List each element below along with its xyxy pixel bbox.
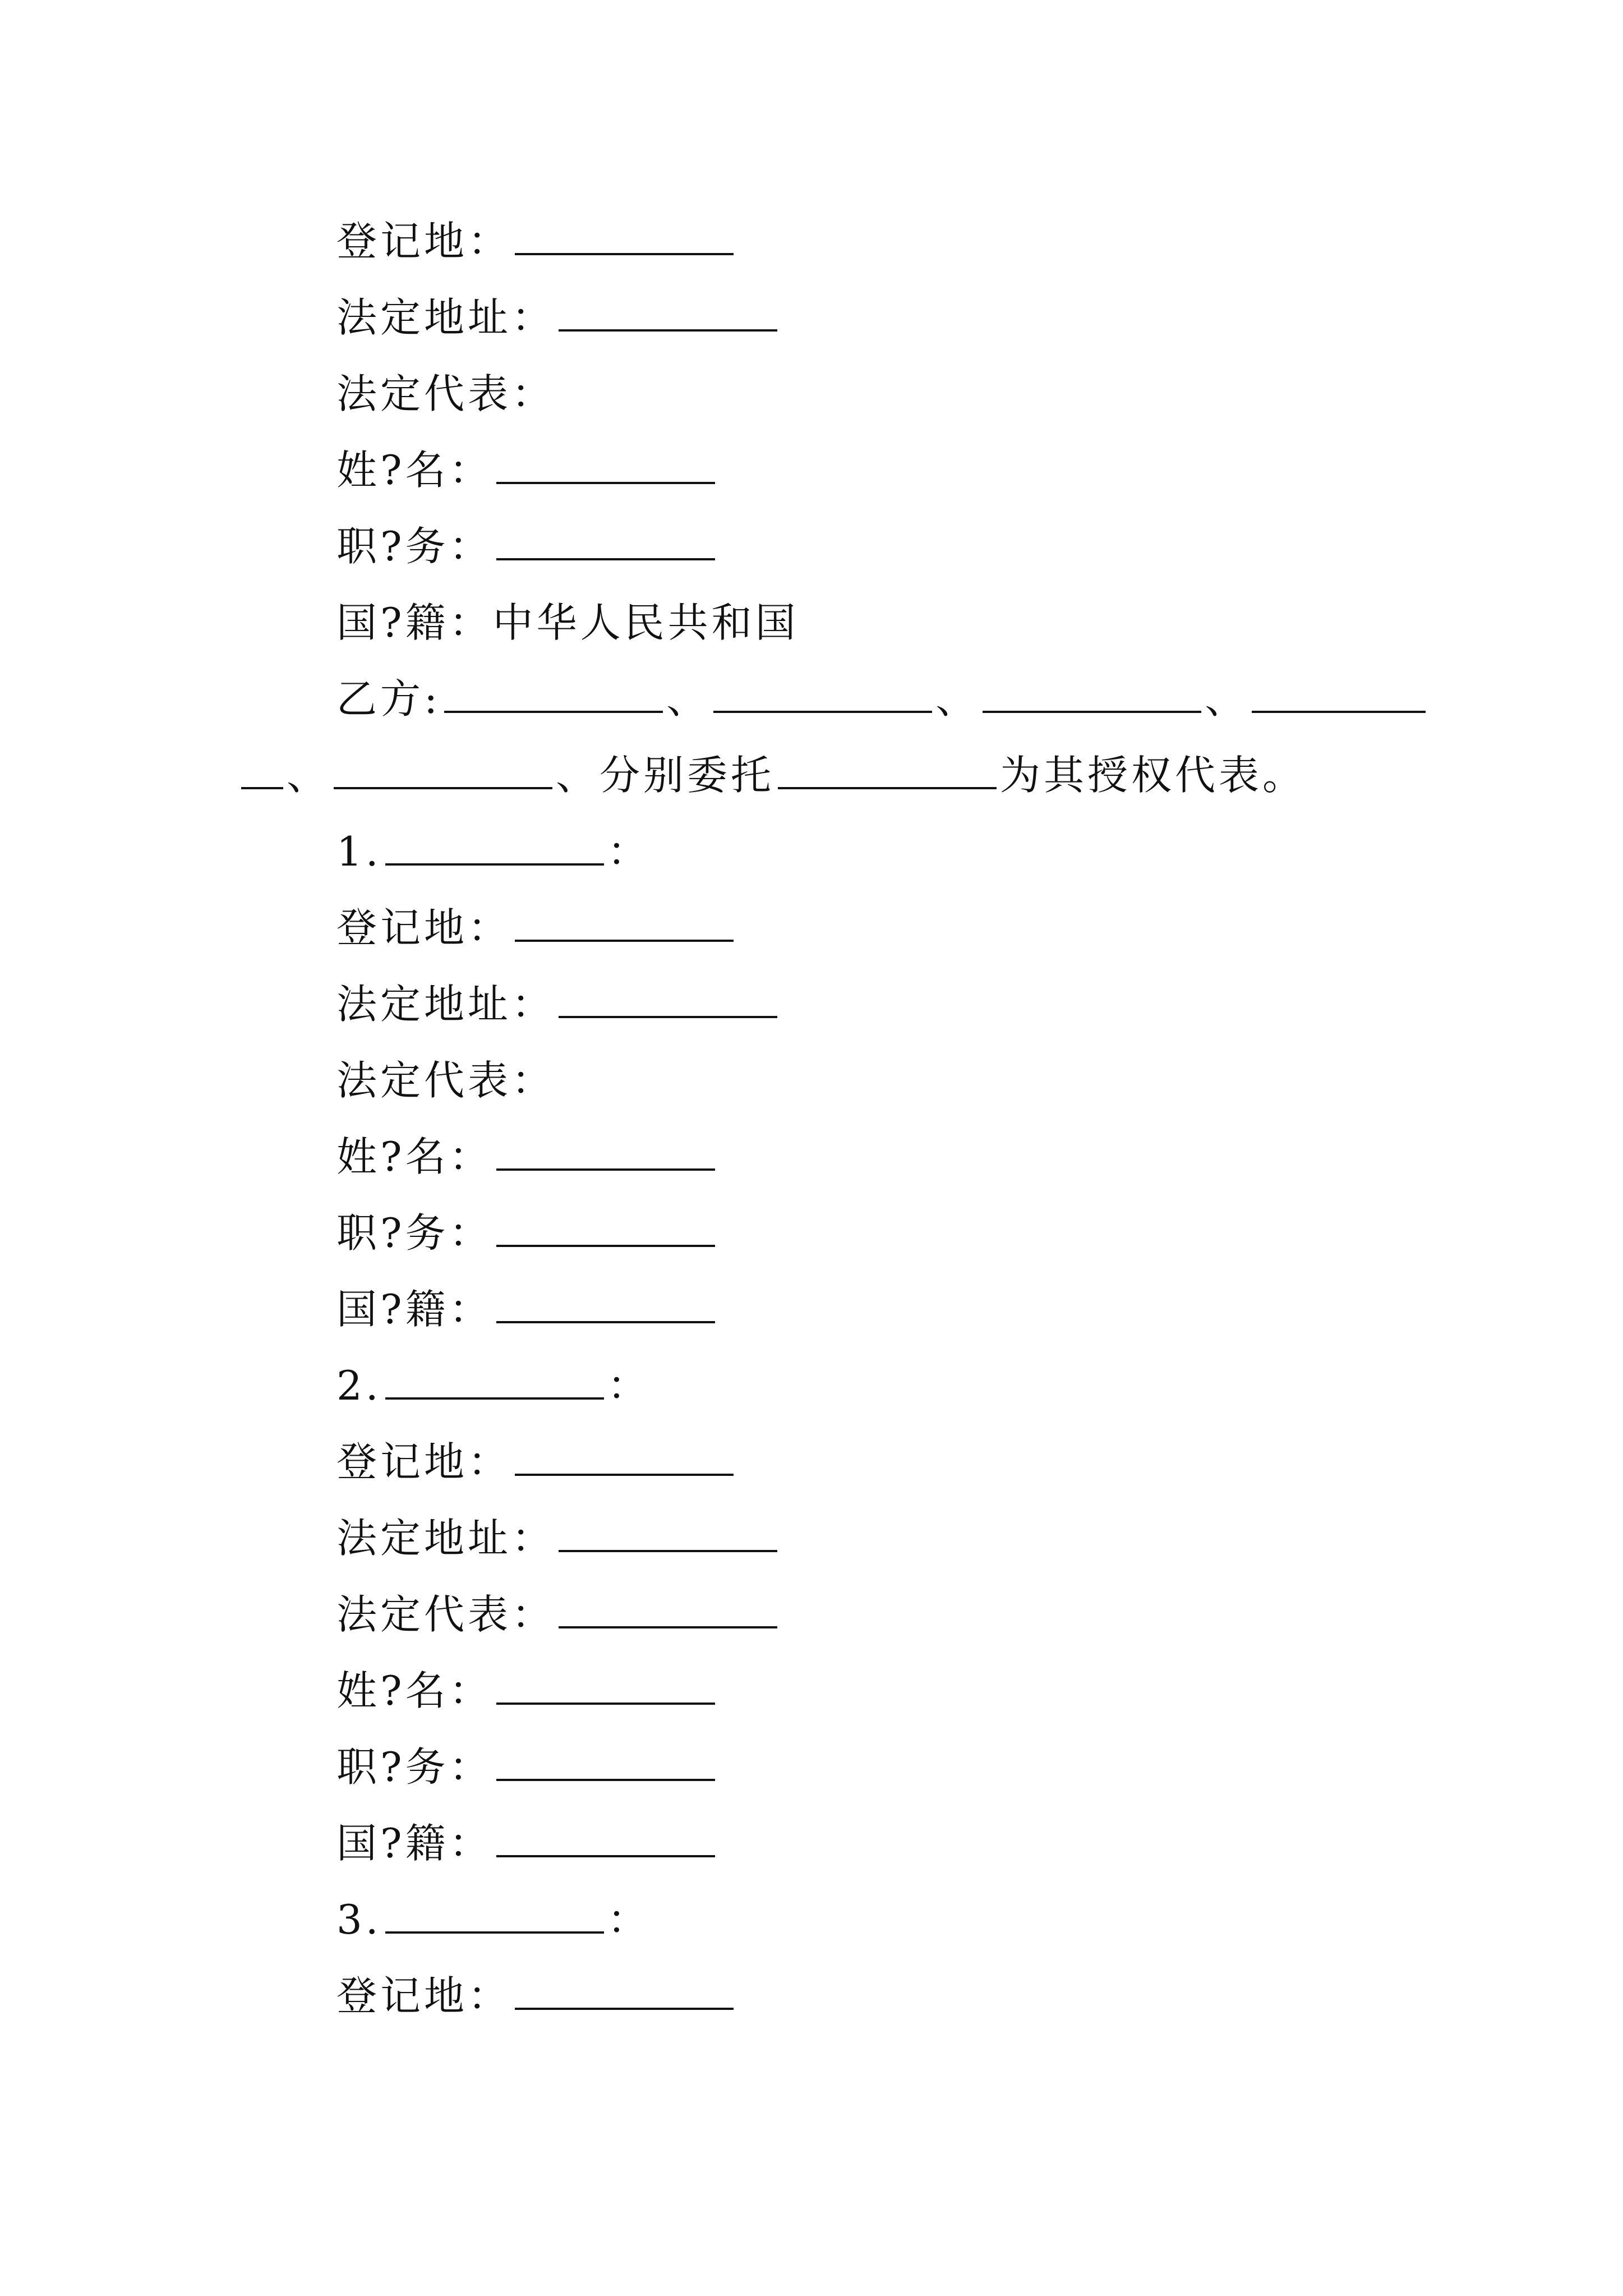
nationality-blank[interactable] bbox=[496, 1286, 715, 1323]
name-blank[interactable] bbox=[496, 1668, 715, 1705]
legal-address-label: 法定地址： bbox=[336, 294, 556, 341]
section-2-name-blank[interactable] bbox=[385, 1363, 604, 1400]
separator: 、 bbox=[1205, 675, 1249, 723]
legal-rep-label: 法定代表： bbox=[336, 1057, 556, 1104]
section-colon: ： bbox=[607, 1362, 651, 1409]
section-2-nationality-row bbox=[336, 1815, 718, 1871]
registration-place-blank[interactable] bbox=[515, 1439, 734, 1476]
position-blank[interactable] bbox=[496, 1210, 715, 1247]
section-1-heading bbox=[336, 823, 651, 880]
party-b-blank-5[interactable] bbox=[334, 752, 552, 789]
party-b-blank-4-continued[interactable] bbox=[241, 752, 283, 789]
registration-place-blank[interactable] bbox=[515, 905, 734, 942]
separator: 、 bbox=[666, 675, 711, 723]
party-a-nationality-row bbox=[336, 595, 799, 651]
position-blank[interactable] bbox=[496, 1744, 715, 1781]
legal-rep-blank[interactable] bbox=[559, 1591, 777, 1628]
section-1-registration-place-row bbox=[336, 900, 737, 956]
representative-blank[interactable] bbox=[778, 752, 997, 789]
registration-place-label: 登记地： bbox=[336, 218, 512, 265]
party-b-blank-2[interactable] bbox=[713, 676, 932, 713]
section-2-legal-address-row bbox=[336, 1510, 781, 1566]
nationality-label: 国?籍： bbox=[336, 1820, 493, 1867]
entrust-text: 、分别委托 bbox=[556, 752, 775, 799]
nationality-label: 国?籍： bbox=[336, 1286, 493, 1333]
legal-address-label: 法定地址： bbox=[336, 981, 556, 1028]
party-b-blank-4[interactable] bbox=[1252, 676, 1426, 713]
party-a-registration-place-row bbox=[336, 213, 737, 269]
section-2-registration-place-row bbox=[336, 1434, 737, 1490]
party-b-continuation-row bbox=[241, 747, 1306, 803]
name-blank[interactable] bbox=[496, 447, 715, 484]
section-3-name-blank[interactable] bbox=[385, 1897, 604, 1934]
section-1-nationality-row bbox=[336, 1281, 718, 1337]
nationality-value: 中华人民共和国 bbox=[492, 599, 799, 646]
section-1-legal-address-row bbox=[336, 976, 781, 1032]
registration-place-blank[interactable] bbox=[515, 218, 734, 255]
separator: 、 bbox=[287, 752, 331, 799]
party-b-blank-3[interactable] bbox=[983, 676, 1201, 713]
party-b-label: 乙方: bbox=[336, 675, 441, 723]
name-blank[interactable] bbox=[496, 1134, 715, 1171]
legal-address-blank[interactable] bbox=[559, 295, 777, 332]
party-a-legal-rep-row bbox=[336, 366, 555, 422]
registration-place-label: 登记地： bbox=[336, 904, 512, 951]
section-colon: ： bbox=[607, 1896, 651, 1943]
legal-rep-label: 法定代表： bbox=[336, 370, 556, 417]
section-3-heading bbox=[336, 1892, 651, 1948]
party-a-legal-address-row bbox=[336, 289, 781, 346]
legal-address-blank[interactable] bbox=[559, 1515, 777, 1552]
party-a-name-row bbox=[336, 442, 718, 498]
section-1-position-row bbox=[336, 1205, 718, 1261]
separator: 、 bbox=[935, 675, 980, 723]
name-label: 姓?名： bbox=[336, 447, 493, 494]
nationality-blank[interactable] bbox=[496, 1820, 715, 1857]
section-number: 1. bbox=[336, 828, 382, 875]
party-b-blank-1[interactable] bbox=[444, 676, 663, 713]
authorized-text: 为其授权代表。 bbox=[1000, 752, 1307, 799]
party-b-row bbox=[336, 671, 1429, 727]
position-blank[interactable] bbox=[496, 523, 715, 560]
registration-place-label: 登记地： bbox=[336, 1438, 512, 1485]
legal-address-label: 法定地址： bbox=[336, 1515, 556, 1562]
nationality-label: 国?籍： bbox=[336, 599, 493, 646]
position-label: 职?务： bbox=[336, 1209, 493, 1257]
section-1-name-row bbox=[336, 1129, 718, 1185]
registration-place-label: 登记地： bbox=[336, 1972, 512, 2019]
section-2-heading bbox=[336, 1358, 651, 1414]
section-number: 2. bbox=[336, 1362, 382, 1409]
section-1-legal-rep-row bbox=[336, 1052, 555, 1108]
section-colon: ： bbox=[607, 828, 651, 875]
legal-rep-label: 法定代表： bbox=[336, 1591, 556, 1638]
position-label: 职?务： bbox=[336, 1743, 493, 1791]
section-2-position-row bbox=[336, 1739, 718, 1795]
name-label: 姓?名： bbox=[336, 1133, 493, 1180]
section-1-name-blank[interactable] bbox=[385, 829, 604, 866]
section-3-registration-place-row bbox=[336, 1968, 737, 2024]
name-label: 姓?名： bbox=[336, 1667, 493, 1714]
legal-address-blank[interactable] bbox=[559, 981, 777, 1018]
section-2-name-row bbox=[336, 1663, 718, 1719]
section-2-legal-rep-row bbox=[336, 1586, 781, 1642]
registration-place-blank[interactable] bbox=[515, 1973, 734, 2010]
party-a-position-row bbox=[336, 518, 718, 574]
position-label: 职?务： bbox=[336, 523, 493, 570]
section-number: 3. bbox=[336, 1896, 382, 1943]
